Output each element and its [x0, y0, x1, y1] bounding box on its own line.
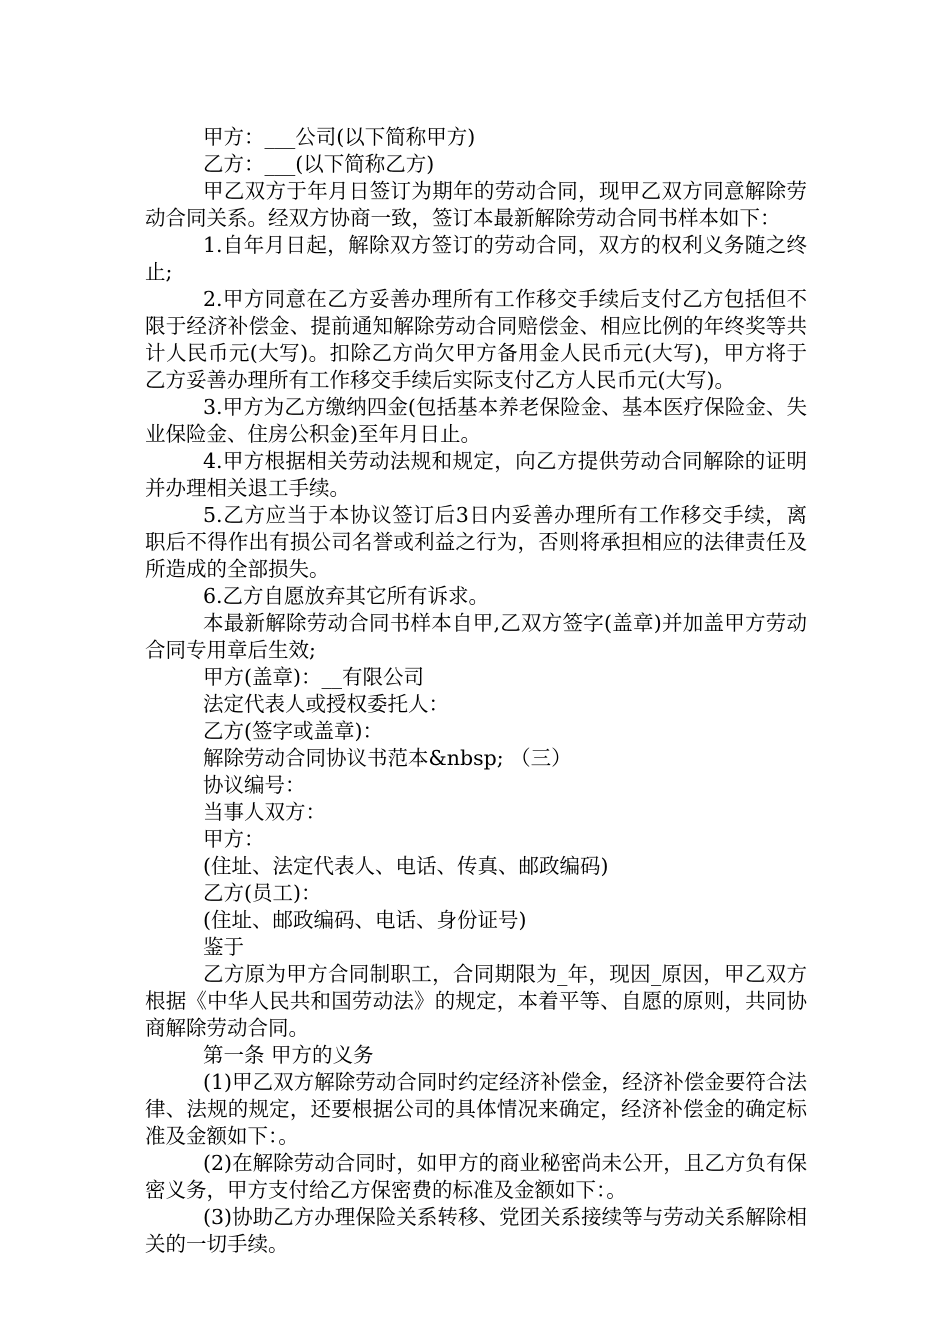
- article-1-heading: 第一条 甲方的义务: [203, 1043, 374, 1067]
- party-a-line: 甲方：___公司(以下简称甲方): [203, 125, 476, 149]
- clause-1: 1.自年月日起，解除双方签订的劳动合同，双方的权利义务随之终止;: [145, 233, 807, 284]
- party-a-seal-line: 甲方(盖章)：__有限公司: [203, 665, 424, 689]
- article-1-item-1: (1)甲乙双方解除劳动合同时约定经济补偿金，经济补偿金要符合法律、法规的规定，还要根据公司的具体情况来确定，经济补偿金的确定标准及金额如下：。: [145, 1070, 807, 1148]
- party-b-details: (住址、邮政编码、电话、身份证号): [203, 908, 527, 932]
- parties-line: 当事人双方：: [203, 800, 326, 824]
- party-a-details: (住址、法定代表人、电话、传真、邮政编码): [203, 854, 609, 878]
- article-1-item-3: (3)协助乙方办理保险关系转移、党团关系接续等与劳动关系解除相关的一切手续。: [145, 1205, 807, 1256]
- clause-4: 4.甲方根据相关劳动法规和规定，向乙方提供劳动合同解除的证明并办理相关退工手续。: [145, 449, 807, 500]
- clause-2: 2.甲方同意在乙方妥善办理所有工作移交手续后支付乙方包括但不限于经济补偿金、提前通知解除劳动合同赔偿金、相应比例的年终奖等共计人民币元(大写)。扣除乙方尚欠甲方备用金人民币元(大写)，甲方将于乙方妥善办理所有工作移交手续后实际支付乙方人民币元(大写)。: [145, 287, 807, 392]
- party-b-signature-line: 乙方(签字或盖章)：: [203, 719, 383, 743]
- party-b-label: 乙方(员工)：: [203, 881, 322, 905]
- effective-clause: 本最新解除劳动合同书样本自甲,乙双方签字(盖章)并加盖甲方劳动合同专用章后生效;: [145, 611, 807, 662]
- background-paragraph: 乙方原为甲方合同制职工，合同期限为_年，现因_原因，甲乙双方根据《中华人民共和国劳动法》的规定，本着平等、自愿的原则，共同协商解除劳动合同。: [145, 962, 807, 1040]
- legal-representative-line: 法定代表人或授权委托人：: [203, 692, 449, 716]
- agreement-number-line: 协议编号：: [203, 773, 306, 797]
- party-a-label: 甲方：: [203, 827, 265, 851]
- document-body: [145, 124, 807, 1258]
- preamble-paragraph: 甲乙双方于年月日签订为期年的劳动合同，现甲乙双方同意解除劳动合同关系。经双方协商一致，签订本最新解除劳动合同书样本如下：: [145, 179, 807, 230]
- party-b-line: 乙方：___(以下简称乙方): [203, 152, 435, 176]
- template-heading: 解除劳动合同协议书范本&nbsp; （三）: [203, 746, 572, 770]
- clause-5: 5.乙方应当于本协议签订后3日内妥善办理所有工作移交手续，离职后不得作出有损公司名誉或利益之行为，否则将承担相应的法律责任及所造成的全部损失。: [145, 503, 807, 581]
- clause-3: 3.甲方为乙方缴纳四金(包括基本养老保险金、基本医疗保险金、失业保险金、住房公积金)至年月日止。: [145, 395, 807, 446]
- article-1-item-2: (2)在解除劳动合同时，如甲方的商业秘密尚未公开，且乙方负有保密义务，甲方支付给乙方保密费的标准及金额如下：。: [145, 1151, 807, 1202]
- clause-6: 6.乙方自愿放弃其它所有诉求。: [203, 584, 490, 608]
- whereas-line: 鉴于: [203, 935, 244, 959]
